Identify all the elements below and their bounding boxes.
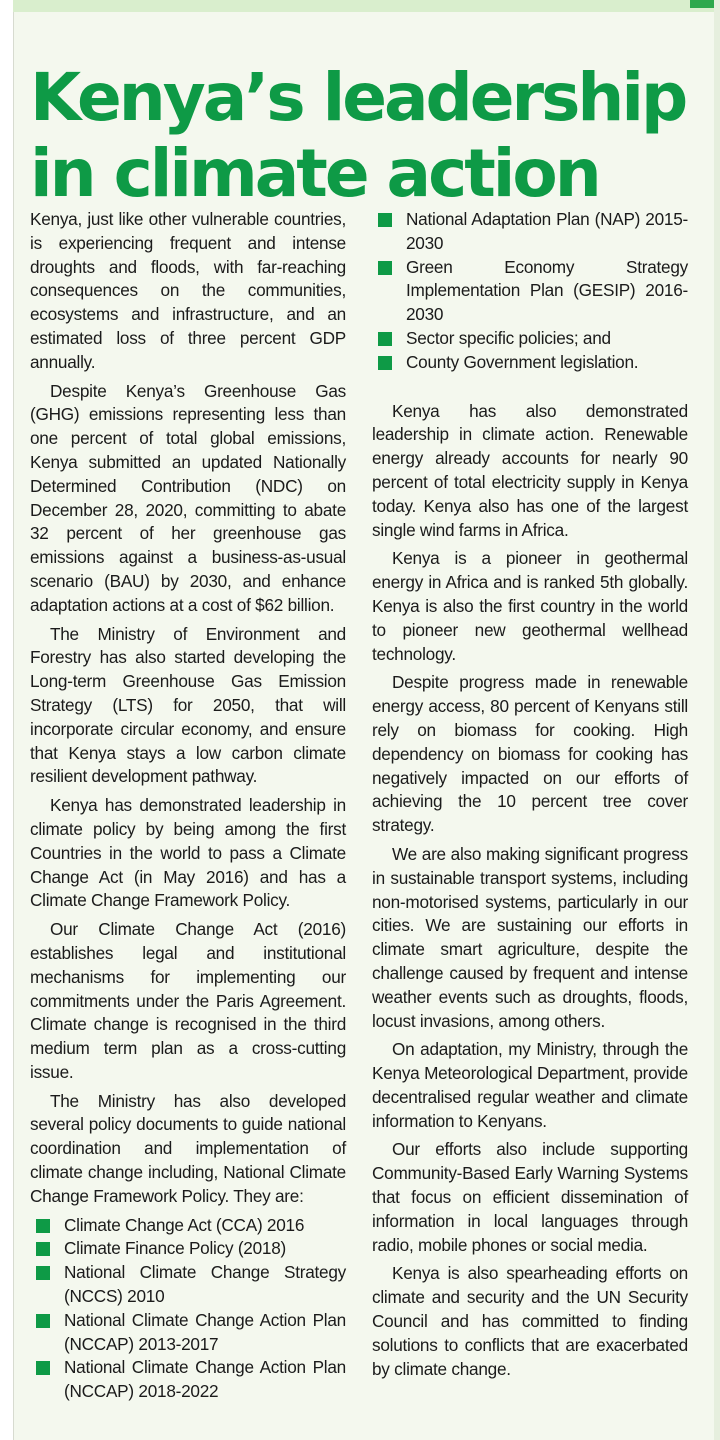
policy-list-item [30, 1214, 346, 1238]
bullet-square-icon [36, 1361, 50, 1375]
article-paragraph: Kenya, just like other vulnerable countries, is experiencing frequent and intense droughts and floods, with far-reaching consequences on the communities, ecosystems and infrastructure, and an estimated loss of three percent GDP annually. [30, 209, 346, 372]
bullet-square-icon [36, 1266, 50, 1280]
policy-list-item [372, 351, 688, 375]
bullet-square-icon [36, 1219, 50, 1233]
article-paragraph: On adaptation, my Ministry, through the Kenya Meteorological Department, provide decentralised regular weather and climate information to Kenyans. [372, 1039, 688, 1131]
bullet-square-icon [36, 1242, 50, 1256]
policy-list-item-text: Climate Change Act (CCA) 2016 [64, 1214, 305, 1235]
page-top-band [13, 0, 720, 12]
page-left-margin [0, 0, 14, 1440]
article-paragraph: Despite Kenya’s Greenhouse Gas (GHG) emissions representing less than one percent of total global emissions, Kenya submitted an updated Nationally Determined Contribution (NDC) on December 28, 2020, committing to abate 32 percent of her greenhouse gas emissions against a business-as-usual scenario (BAU) by 2030, and enhance adaptation actions at a cost of $62 billion. [30, 380, 346, 615]
bullet-square-icon [378, 356, 392, 370]
policy-list-item [30, 1237, 346, 1261]
column-spacer [372, 380, 688, 400]
policy-list-item [30, 1309, 346, 1357]
article-column-right [372, 208, 688, 1386]
bullet-square-icon [378, 261, 392, 275]
policy-list-item-text: Climate Finance Policy (2018) [64, 1238, 287, 1259]
policy-list [30, 1214, 346, 1404]
article-paragraph: The Ministry has also developed several policy documents to guide national coordination and implementation of climate change including, National Climate Change Framework Policy. They are: [30, 1090, 346, 1206]
policy-list-item-text: National Climate Change Action Plan (NCCAP) 2018-2022 [64, 1357, 346, 1402]
article-paragraph: Kenya is also spearheading efforts on climate and security and the UN Security Council and has committed to finding solutions to conflicts that are exacerbated by climate change. [372, 1263, 688, 1379]
article-paragraph: The Ministry of Environment and Forestry has also started developing the Long-term Greenhouse Gas Emission Strategy (LTS) for 2050, that will incorporate circular economy, and ensure that Kenya stays a low carbon climate resilient development pathway. [30, 623, 346, 787]
policy-list-item [372, 327, 688, 351]
bullet-square-icon [378, 213, 392, 227]
policy-list-item [30, 1261, 346, 1309]
article-paragraph: We are also making significant progress in sustainable transport systems, including non-motorised systems, particularly in our cities. We are sustaining our efforts in climate smart agriculture, despite the challenge caused by frequent and intense weather events such as droughts, floods, locust invasions, among others. [372, 843, 688, 1031]
bullet-square-icon [378, 332, 392, 346]
article-paragraph: Our efforts also include supporting Community-Based Early Warning Systems that focus on efficient dissemination of information in local languages through radio, mobile phones or social media. [372, 1139, 688, 1255]
policy-list-item-text: National Climate Change Strategy (NCCS) 2010 [64, 1262, 346, 1307]
article-headline: Kenya’s leadership in climate action [30, 59, 686, 212]
policy-list-item-text: County Government legislation. [406, 351, 639, 372]
policy-list-item-text: Sector specific policies; and [406, 327, 611, 348]
policy-list-item-text: National Adaptation Plan (NAP) 2015-2030 [406, 209, 688, 253]
policy-list-item-text: National Climate Change Action Plan (NCCAP) 2013-2017 [64, 1309, 346, 1354]
page-right-margin [714, 0, 720, 1440]
policy-list-item-text: Green Economy Strategy Implementation Plan (GESIP) 2016-2030 [406, 256, 688, 325]
policy-list-item [372, 256, 688, 327]
article-paragraph: Our Climate Change Act (2016) establishes legal and institutional mechanisms for implementing our commitments under the Paris Agreement. Climate change is recognised in the third medium term plan as a cross-cutting issue. [30, 919, 346, 1082]
article-paragraph: Kenya is a pioneer in geothermal energy in Africa and is ranked 5th globally. Kenya is also the first country in the world to pioneer new geothermal wellhead technology. [372, 548, 688, 664]
bullet-square-icon [36, 1314, 50, 1328]
article-column-left [30, 208, 346, 1409]
article-paragraph: Kenya has demonstrated leadership in climate policy by being among the first Countries in the world to pass a Climate Change Act (in May 2016) and has a Climate Change Framework Policy. [30, 795, 346, 911]
policy-list-item [372, 208, 688, 256]
policy-list-continued [372, 208, 688, 375]
article-paragraph: Despite progress made in renewable energy access, 80 percent of Kenyans still rely on biomass for cooking. High dependency on biomass for cooking has negatively impacted on our efforts of achieving the 10 percent tree cover strategy. [372, 672, 688, 836]
article-paragraph: Kenya has also demonstrated leadership in climate action. Renewable energy already accounts for nearly 90 percent of total electricity supply in Kenya today. Kenya also has one of the largest single wind farms in Africa. [372, 400, 688, 540]
policy-list-item [30, 1356, 346, 1404]
